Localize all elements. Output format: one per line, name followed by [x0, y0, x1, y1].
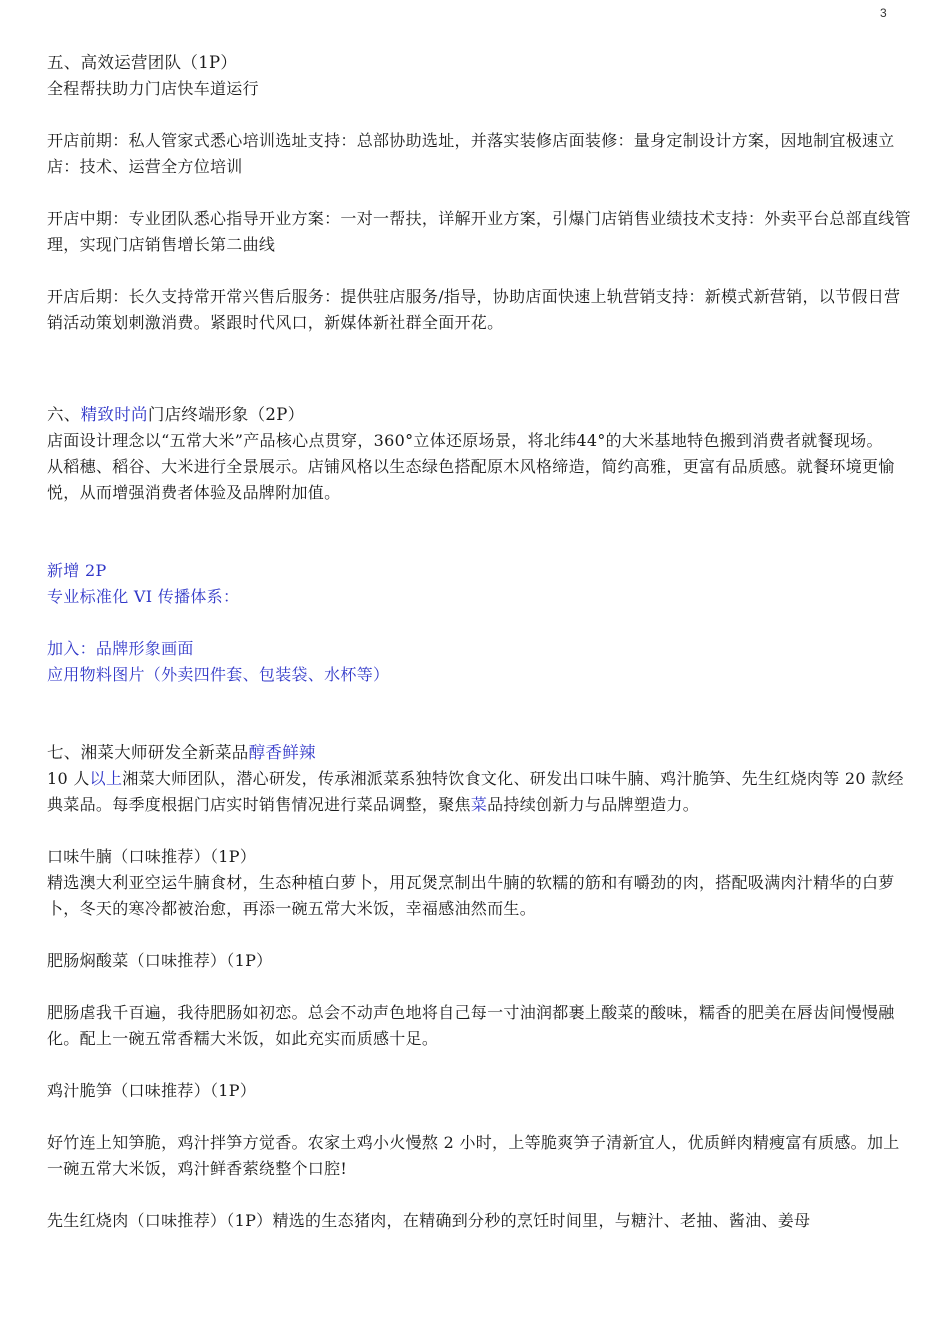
section-6-title-prefix: 六、	[47, 405, 81, 424]
added-note-brand-image: 加入：品牌形象画面	[47, 639, 194, 658]
section-5-title: 五、高效运营团队（1P）	[47, 53, 238, 72]
section-7-paragraph	[47, 766, 913, 818]
added-note-title: 新增 2P	[47, 561, 107, 580]
dish-3-description: 好竹连上知笋脆，鸡汁拌笋方觉香。农家土鸡小火慢熬 2 小时，上等脆爽笋子清新宜人，优质鲜肉精瘦富有质感。加上一碗五常大米饭，鸡汁鲜香萦绕整个口腔!	[47, 1133, 900, 1178]
section-7-count: 10 人	[47, 769, 90, 788]
section-7-body: 湘菜大师团队，潜心研发，传承湘派菜系独特饮食文化、研发出口味牛腩、鸡汁脆笋、先生红烧肉等 20 款经典菜品。每季度根据门店实时销售情况进行菜品调整，聚焦	[47, 769, 904, 814]
section-7-title-main: 七、湘菜大师研发全新菜品	[47, 743, 249, 762]
section-7-title	[47, 740, 913, 766]
dish-4-text: 先生红烧肉（口味推荐）（1P）精选的生态猪肉，在精确到分秒的烹饪时间里，与糖汁、老抽、酱油、姜母	[47, 1211, 811, 1230]
page-number: 3	[880, 6, 887, 20]
section-7-title-highlight: 醇香鲜辣	[248, 743, 316, 762]
section-6-paragraph-style: 从稻穗、稻谷、大米进行全景展示。店铺风格以生态绿色搭配原木风格缔造，简约高雅，更富有品质感。就餐环境更愉悦，从而增强消费者体验及品牌附加值。	[47, 457, 895, 502]
dish-3-title: 鸡汁脆笋（口味推荐）（1P）	[47, 1081, 257, 1100]
dish-2-title: 肥肠焖酸菜（口味推荐）（1P）	[47, 951, 273, 970]
section-5-paragraph-mid-opening: 开店中期：专业团队悉心指导开业方案：一对一帮扶，详解开业方案，引爆门店销售业绩技术支持：外卖平台总部直线管理，实现门店销售增长第二曲线	[47, 209, 911, 254]
section-6-title	[47, 402, 913, 428]
section-5-paragraph-post-opening: 开店后期：长久支持常开常兴售后服务：提供驻店服务/指导，协助店面快速上轨营销支持：新模式新营销，以节假日营销活动策划刺激消费。紧跟时代风口，新媒体新社群全面开花。	[47, 287, 901, 332]
section-7-highlight-dish: 菜	[470, 795, 488, 814]
section-6-title-suffix: 门店终端形象（2P）	[147, 405, 305, 424]
section-5-subtitle: 全程帮扶助力门店快车道运行	[47, 79, 259, 98]
added-note-materials: 应用物料图片（外卖四件套、包装袋、水杯等）	[47, 665, 390, 684]
section-5-paragraph-pre-opening: 开店前期：私人管家式悉心培训选址支持：总部协助选址，并落实装修店面装修：量身定制设计方案，因地制宜极速立店：技术、运营全方位培训	[47, 131, 895, 176]
section-7-highlight-above: 以上	[89, 769, 123, 788]
section-6-paragraph-design: 店面设计理念以“五常大米”产品核心点贯穿，360°立体还原场景，将北纬44°的大米基地特色搬到消费者就餐现场。	[47, 431, 883, 450]
dish-1-description: 精选澳大利亚空运牛腩食材，生态种植白萝卜，用瓦煲烹制出牛腩的软糯的筋和有嚼劲的肉，搭配吸满肉汁精华的白萝卜，冬天的寒冷都被治愈，再添一碗五常大米饭，幸福感油然而生。	[47, 873, 895, 918]
section-6-title-highlight: 精致时尚	[80, 405, 148, 424]
document-body	[47, 50, 913, 1234]
added-note-vi-system: 专业标准化 VI 传播体系：	[47, 587, 240, 606]
section-7-tail: 品持续创新力与品牌塑造力。	[487, 795, 700, 814]
dish-2-description: 肥肠虐我千百遍，我待肥肠如初恋。总会不动声色地将自己每一寸油润都裹上酸菜的酸味，糯香的肥美在唇齿间慢慢融化。配上一碗五常香糯大米饭，如此充实而质感十足。	[47, 1003, 895, 1048]
dish-1-title: 口味牛腩（口味推荐）（1P）	[47, 847, 257, 866]
